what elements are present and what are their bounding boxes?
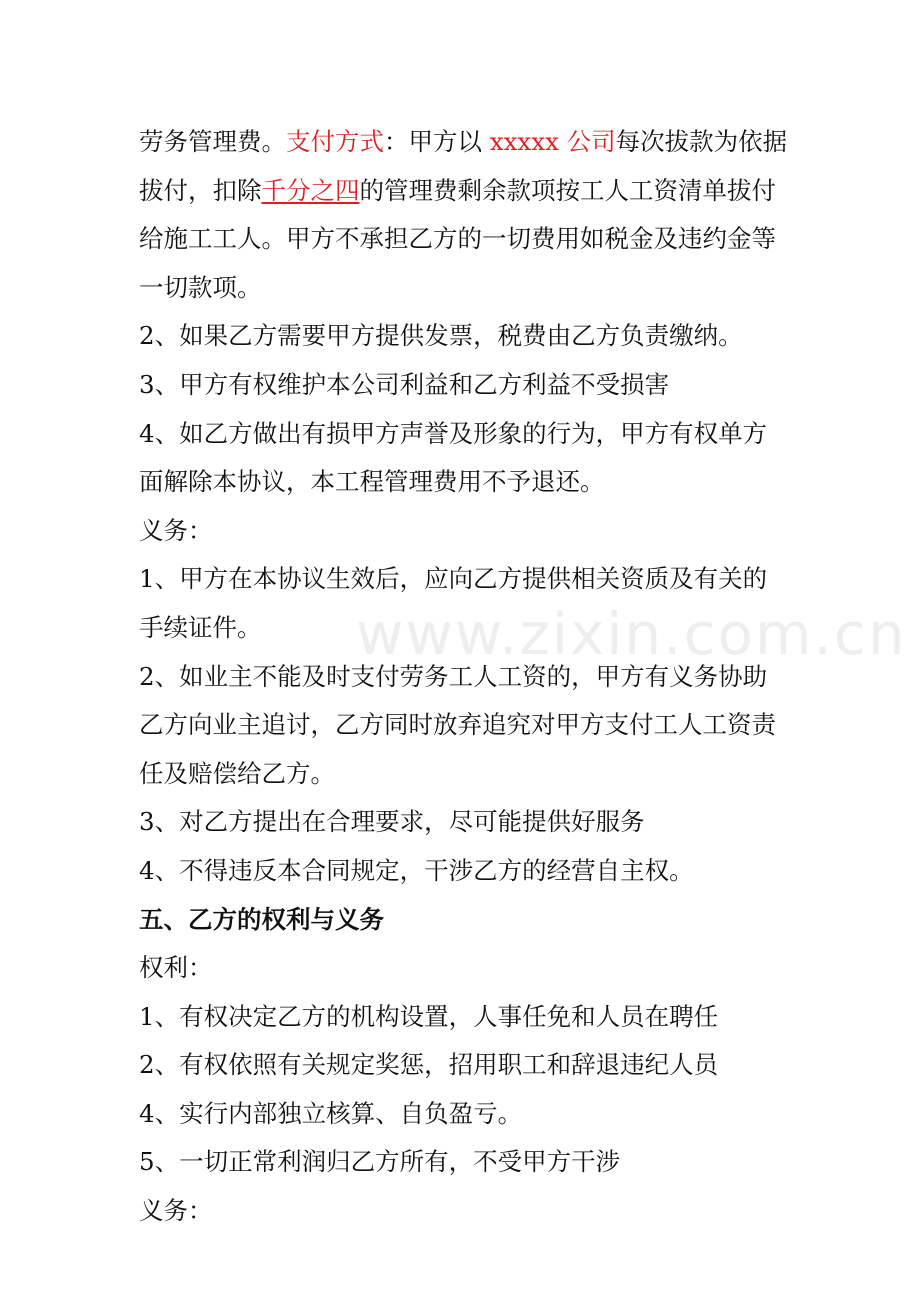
list-item: 2、如业主不能及时支付劳务工人工资的，甲方有义务协助 — [139, 661, 768, 691]
text-run: 劳务管理费。 — [139, 127, 286, 156]
document-body — [139, 118, 789, 1236]
paragraph-line: 面解除本协议，本工程管理费用不予退还。 — [139, 467, 605, 497]
text-run: 的管理费剩余款项按工人工资清单拔付 — [359, 175, 776, 205]
paragraph-line: 给施工工人。甲方不承担乙方的一切费用如税金及违约金等 — [139, 224, 776, 254]
paragraph-line — [139, 167, 789, 216]
text-run: 每次拔款为依据 — [615, 127, 788, 156]
paragraph-line — [139, 118, 789, 167]
list-item: 1、有权决定乙方的机构设置，人事任免和人员在聘任 — [139, 1001, 719, 1031]
section-heading: 五、乙方的权利与义务 — [139, 904, 384, 934]
list-item: 4、实行内部独立核算、自负盈亏。 — [139, 1098, 523, 1128]
text-run: 拔付，扣除 — [139, 175, 262, 205]
subheading-rights: 权利： — [139, 953, 213, 983]
paragraph-line: 一切款项。 — [139, 272, 262, 302]
list-item: 5、一切正常利润归乙方所有，不受甲方干涉 — [139, 1147, 621, 1177]
list-item: 3、对乙方提出在合理要求，尽可能提供好服务 — [139, 807, 645, 837]
paragraph-line: 任及赔偿给乙方。 — [139, 758, 335, 788]
list-item: 3、甲方有权维护本公司利益和乙方利益不受损害 — [139, 369, 670, 399]
text-run: ：甲方以 — [384, 127, 490, 156]
subheading-obligations: 义务： — [139, 515, 213, 545]
subheading-obligations: 义务： — [139, 1196, 213, 1226]
list-item: 2、有权依照有关规定奖惩，招用职工和辞退违纪人员 — [139, 1050, 719, 1080]
list-item: 2、如果乙方需要甲方提供发票，税费由乙方负责缴纳。 — [139, 321, 743, 351]
list-item: 1、甲方在本协议生效后，应向乙方提供相关资质及有关的 — [139, 564, 768, 594]
paragraph-line: 手续证件。 — [139, 612, 262, 642]
watermark: www.zixin.com.cn — [356, 600, 907, 668]
company-name-placeholder: xxxxx 公司 — [489, 127, 616, 156]
list-item: 4、如乙方做出有损甲方声誉及形象的行为，甲方有权单方 — [139, 418, 768, 448]
payment-method-label: 支付方式 — [286, 127, 384, 156]
fee-rate-highlight: 千分之四 — [261, 175, 360, 205]
list-item: 4、不得违反本合同规定，干涉乙方的经营自主权。 — [139, 855, 694, 885]
paragraph-line: 乙方向业主追讨，乙方同时放弃追究对甲方支付工人工资责 — [139, 710, 776, 740]
